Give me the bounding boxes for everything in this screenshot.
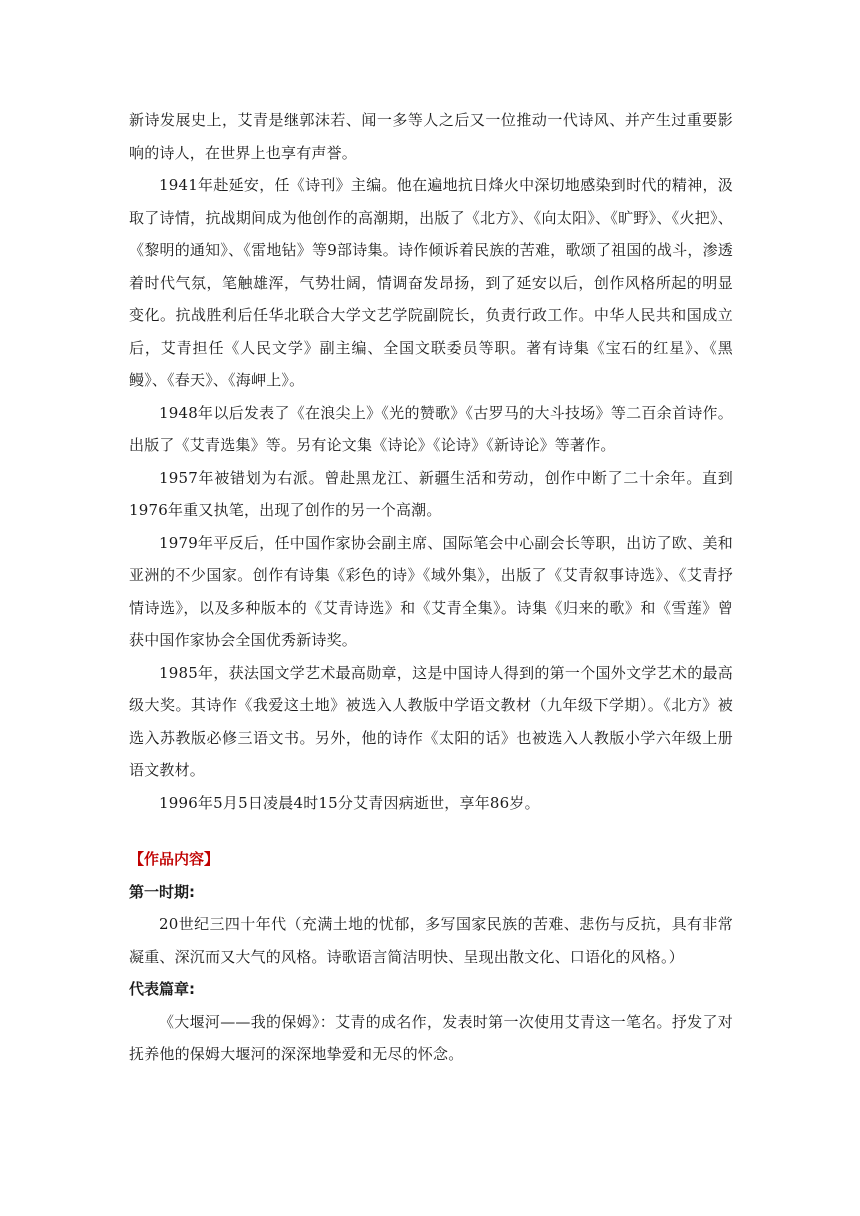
paragraph-1948: 1948年以后发表了《在浪尖上》《光的赞歌》《古罗马的大斗技场》等二百余首诗作。出版了《艾青选集》等。另有论文集《诗论》《论诗》《新诗论》等著作。	[129, 403, 733, 454]
representative-work-description: 《大堰河——我的保姆》：艾青的成名作，发表时第一次使用艾青这一笔名。抒发了对抚养他的保姆大堰河的深深地挚爱和无尽的怀念。	[129, 1012, 733, 1063]
paragraph-intro-continued: 新诗发展史上，艾青是继郭沫若、闻一多等人之后又一位推动一代诗风、并产生过重要影响的诗人，在世界上也享有声誉。	[129, 111, 733, 162]
period-label: 第一时期:	[129, 882, 195, 901]
paragraph-1985: 1985年，获法国文学艺术最高勋章，这是中国诗人得到的第一个国外文学艺术的最高级大奖。其诗作《我爱这土地》被选入人教版中学语文教材（九年级下学期）。《北方》被选入苏教版必修三语文书。另外，他的诗作《太阳的话》也被选入人教版小学六年级上册语文教材。	[129, 663, 733, 779]
paragraph-1996: 1996年5月5日凌晨4时15分艾青因病逝世，享年86岁。	[159, 793, 540, 812]
section-heading-works: 【作品内容】	[129, 850, 220, 868]
representative-works-label: 代表篇章:	[129, 980, 195, 998]
paragraph-1957: 1957年被错划为右派。曾赴黑龙江、新疆生活和劳动，创作中断了二十余年。直到1976年重又执笔，出现了创作的另一个高潮。	[129, 468, 733, 519]
section-spacer	[129, 819, 733, 843]
document-body	[129, 104, 733, 1071]
period-description: 20世纪三四十年代（充满土地的忧郁，多写国家民族的苦难、悲伤与反抗，具有非常凝重、深沉而又大气的风格。诗歌语言简洁明快、呈现出散文化、口语化的风格。）	[129, 915, 733, 966]
paragraph-1941: 1941年赴延安，任《诗刊》主编。他在遍地抗日烽火中深切地感染到时代的精神，汲取了诗情，抗战期间成为他创作的高潮期，出版了《北方》、《向太阳》、《旷野》、《火把》、《黎明的通知》、《雷地钻》等9部诗集。诗作倾诉着民族的苦难，歌颂了祖国的战斗，渗透着时代气氛，笔触雄浑，气势壮阔，情调奋发昂扬，到了延安以后，创作风格所起的明显变化。抗战胜利后任华北联合大学文艺学院副院长，负责行政工作。中华人民共和国成立后，艾青担任《人民文学》副主编、全国文联委员等职。著有诗集《宝石的红星》、《黑鳗》、《春天》、《海岬上》。	[129, 176, 733, 389]
paragraph-1979: 1979年平反后，任中国作家协会副主席、国际笔会中心副会长等职，出访了欧、美和亚洲的不少国家。创作有诗集《彩色的诗》《域外集》，出版了《艾青叙事诗选》、《艾青抒情诗选》，以及多种版本的《艾青诗选》和《艾青全集》。诗集《归来的歌》和《雪莲》曾获中国作家协会全国优秀新诗奖。	[129, 533, 733, 649]
